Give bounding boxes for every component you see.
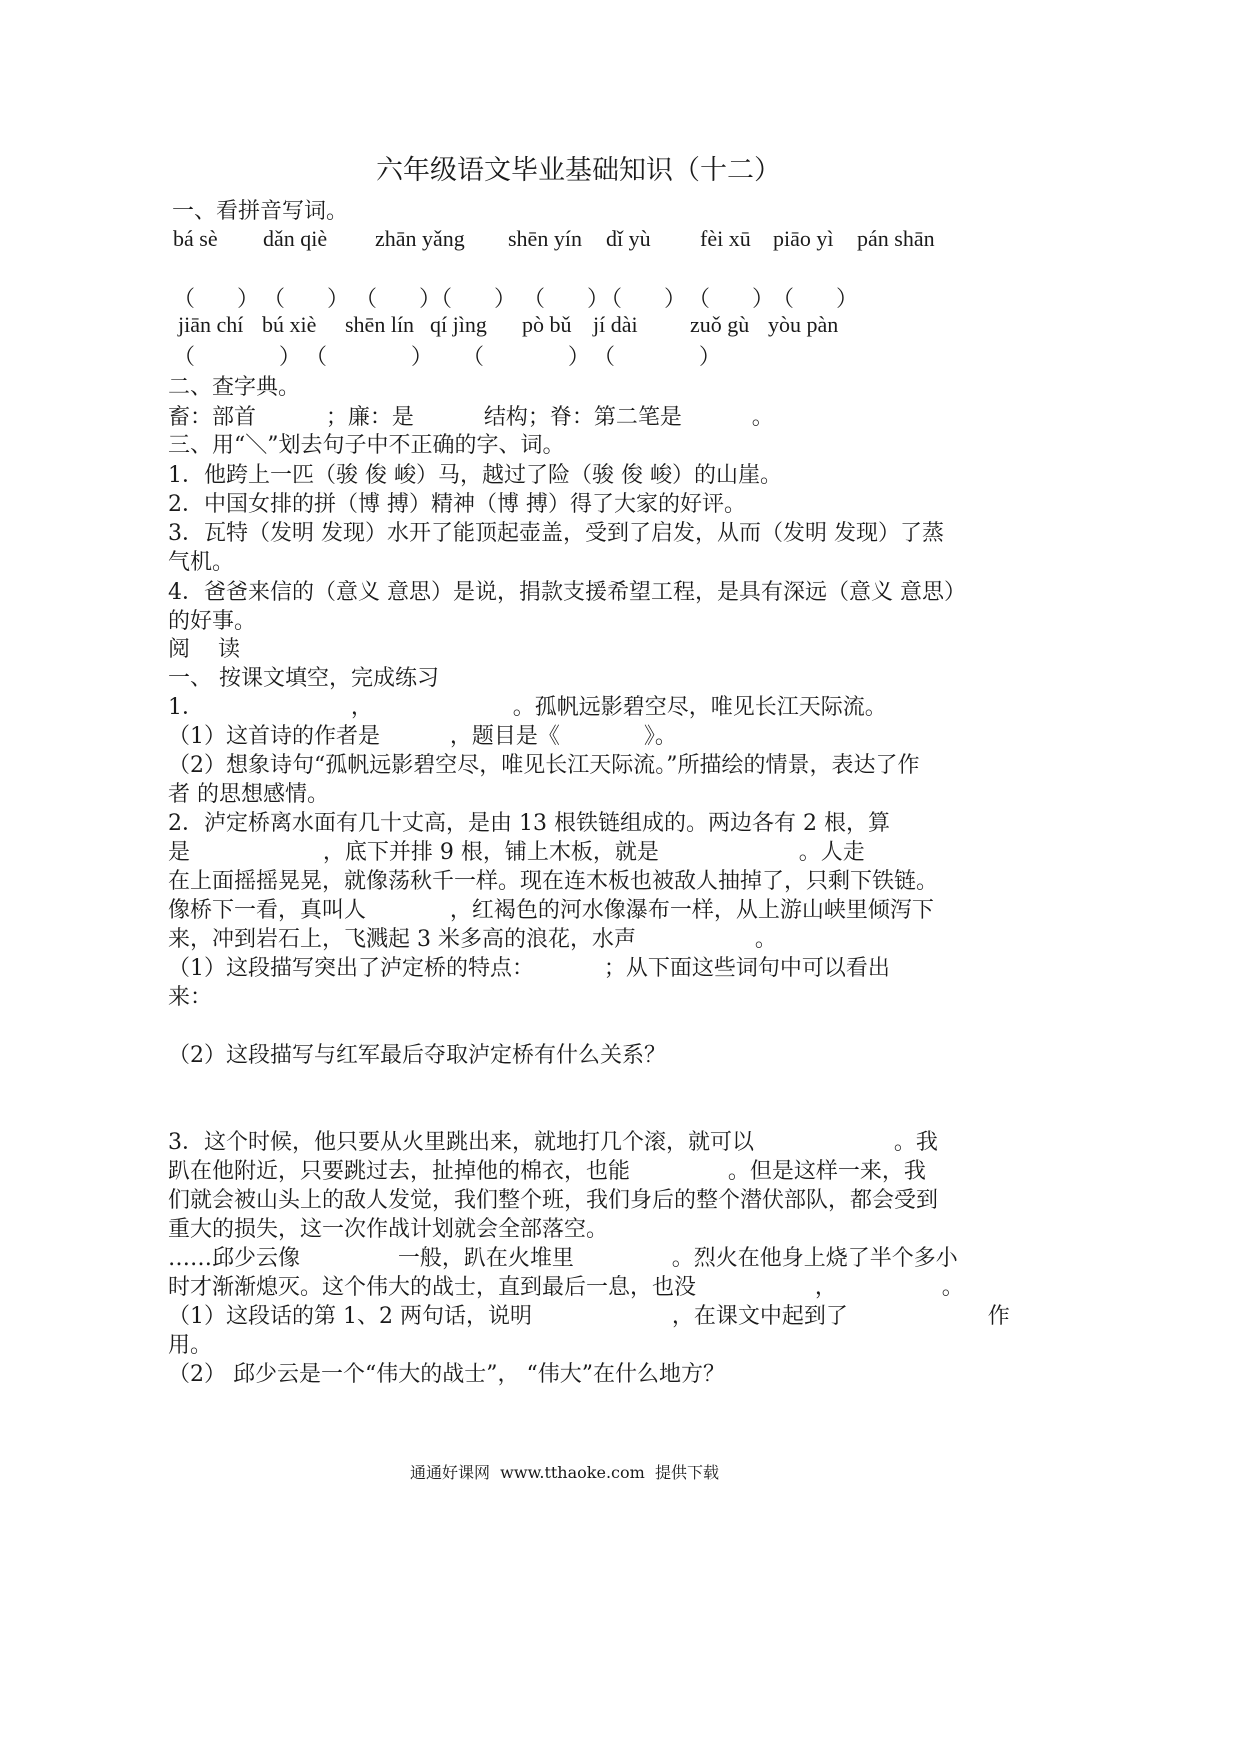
pinyin-item: jiān chí <box>178 312 244 337</box>
pinyin-item: qí jìng <box>430 312 487 337</box>
section2-heading: 二、查字典。 <box>168 375 301 400</box>
pinyin-item: pò bǔ <box>522 312 572 337</box>
pinyin-item: bú xiè <box>262 312 317 337</box>
pinyin-item: bá sè <box>173 226 218 251</box>
reading-line: 们就会被山头上的敌人发觉，我们整个班，我们身后的整个潜伏部队，都会受到 <box>168 1188 939 1213</box>
pinyin-item: zhān yǎng <box>375 226 465 251</box>
reading-line: 3．这个时候，他只要从火里跳出来，就地打几个滚，就可以 。我 <box>168 1130 938 1155</box>
pinyin-item: dǐ yù <box>606 226 651 251</box>
reading-line: 是 ，底下并排 9 根，铺上木板，就是 。人走 <box>168 840 865 865</box>
section3-line: 1．他跨上一匹（骏 俊 峻）马，越过了险（骏 俊 峻）的山崖。 <box>168 463 782 488</box>
pinyin-item: jí dài <box>593 312 638 337</box>
reading-line: 1． ， 。孤帆远影碧空尽，唯见长江天际流。 <box>168 695 887 720</box>
pinyin-item: shēn lín <box>345 312 415 337</box>
pinyin-item: shēn yín <box>508 226 582 251</box>
answer-blank[interactable]: （ ） <box>430 287 516 312</box>
answer-blank[interactable]: （ ） <box>688 287 774 312</box>
pinyin-item: pán shān <box>857 226 935 251</box>
answer-blank[interactable]: （ ） <box>263 287 349 312</box>
reading-line: 重大的损失，这一次作战计划就会全部落空。 <box>168 1217 609 1242</box>
reading-line: 像桥下一看，真叫人 ，红褐色的河水像瀑布一样，从上游山峡里倾泻下 <box>168 898 934 923</box>
reading-line: 用。 <box>168 1333 213 1358</box>
reading-line: （2） 邱少云是一个“伟大的战士”， “伟大”在什么地方？ <box>168 1362 725 1387</box>
reading-line: 来，冲到岩石上，飞溅起 3 米多高的浪花，水声 。 <box>168 927 777 952</box>
pinyin-item: yòu pàn <box>768 312 839 337</box>
answer-blank[interactable]: （ ） <box>593 345 721 370</box>
pinyin-item: fèi xū <box>700 226 751 251</box>
reading-line: 2．泸定桥离水面有几十丈高，是由 13 根铁链组成的。两边各有 2 根，算 <box>168 811 890 836</box>
reading-subheading: 一、 按课文填空，完成练习 <box>168 666 439 691</box>
reading-line: 者 的思想感情。 <box>168 782 329 807</box>
page-footer: 通通好课网 www.tthaoke.com 提供下载 <box>410 1463 719 1482</box>
answer-blank[interactable]: （ ） <box>173 345 301 370</box>
pinyin-item: piāo yì <box>773 226 834 251</box>
section3-line: 4．爸爸来信的（意义 意思）是说，捐款支援希望工程，是具有深远（意义 意思） <box>168 580 966 605</box>
reading-line: （2）这段描写与红军最后夺取泸定桥有什么关系？ <box>168 1043 666 1068</box>
answer-blank[interactable]: （ ） <box>355 287 441 312</box>
answer-blank[interactable]: （ ） <box>523 287 609 312</box>
reading-heading: 阅 读 <box>168 637 240 662</box>
document-title: 六年级语文毕业基础知识（十二） <box>376 155 781 186</box>
section3-line: 的好事。 <box>168 609 257 634</box>
reading-line: 在上面摇摇晃晃，就像荡秋千一样。现在连木板也被敌人抽掉了，只剩下铁链。 <box>168 869 939 894</box>
pinyin-item: zuǒ gù <box>690 312 750 337</box>
reading-line: （1）这段话的第 1、2 两句话，说明 ，在课文中起到了 作 <box>168 1304 1010 1329</box>
section3-line: 2．中国女排的拼（博 搏）精神（博 搏）得了大家的好评。 <box>168 492 746 517</box>
reading-line: 趴在他附近，只要跳过去，扯掉他的棉衣，也能 。但是这样一来，我 <box>168 1159 926 1184</box>
reading-line: ……邱少云像 一般，趴在火堆里 。烈火在他身上烧了半个多小 <box>168 1246 958 1271</box>
pinyin-item: dǎn qiè <box>263 226 328 251</box>
section1-heading: 一、看拼音写词。 <box>172 199 349 224</box>
section2-line: 畜：部首 ；廉：是 结构；脊：第二笔是 。 <box>168 405 774 430</box>
section3-heading: 三、用“＼”划去句子中不正确的字、词。 <box>168 433 565 458</box>
reading-line: （1）这首诗的作者是 ，题目是《 》。 <box>168 724 677 749</box>
answer-blank[interactable]: （ ） <box>772 287 858 312</box>
section3-line: 气机。 <box>168 550 235 575</box>
answer-blank[interactable]: （ ） <box>462 345 590 370</box>
section3-line: 3．瓦特（发明 发现）水开了能顶起壶盖，受到了启发，从而（发明 发现）了蒸 <box>168 521 944 546</box>
reading-line: （2）想象诗句“孤帆远影碧空尽，唯见长江天际流。”所描绘的情景，表达了作 <box>168 753 920 778</box>
answer-blank[interactable]: （ ） <box>600 287 686 312</box>
reading-line: 来： <box>168 985 213 1010</box>
reading-line: 时才渐渐熄灭。这个伟大的战士，直到最后一息，也没 ， 。 <box>168 1275 964 1300</box>
answer-blank[interactable]: （ ） <box>173 287 259 312</box>
reading-line: （1）这段描写突出了泸定桥的特点： ；从下面这些词句中可以看出 <box>168 956 890 981</box>
answer-blank[interactable]: （ ） <box>305 345 433 370</box>
